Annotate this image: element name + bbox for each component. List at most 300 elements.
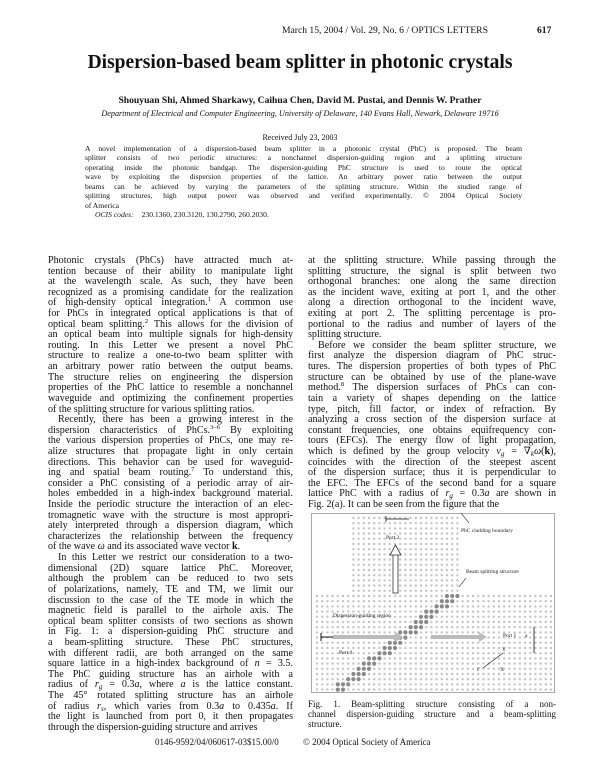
guiding-airhole xyxy=(430,642,432,644)
guiding-airhole xyxy=(550,605,552,607)
guiding-airhole xyxy=(352,600,354,602)
guiding-airhole xyxy=(508,662,510,664)
guiding-airhole xyxy=(420,688,422,690)
splitting-airhole xyxy=(398,641,402,645)
guiding-airhole xyxy=(456,569,458,571)
guiding-airhole xyxy=(357,548,359,550)
guiding-airhole xyxy=(456,678,458,680)
abstract-line: wave by exploiting the dispersion properties of the lattice. An arbitrary power ratio between the output xyxy=(85,172,522,182)
guiding-airhole xyxy=(482,610,484,612)
guiding-airhole xyxy=(383,590,385,592)
guiding-airhole xyxy=(373,688,375,690)
guiding-airhole xyxy=(550,600,552,602)
guiding-airhole xyxy=(368,642,370,644)
guiding-airhole xyxy=(321,662,323,664)
guiding-airhole xyxy=(389,621,391,623)
guiding-airhole xyxy=(389,527,391,529)
guiding-airhole xyxy=(539,616,541,618)
guiding-airhole xyxy=(482,657,484,659)
guiding-airhole xyxy=(378,678,380,680)
guiding-airhole xyxy=(477,621,479,623)
guiding-airhole xyxy=(456,688,458,690)
guiding-airhole xyxy=(373,584,375,586)
guiding-airhole xyxy=(430,517,432,519)
guiding-airhole xyxy=(467,683,469,685)
body-line: Inside the periodic structure the interaction of an elec- xyxy=(48,499,293,511)
guiding-airhole xyxy=(435,569,437,571)
guiding-airhole xyxy=(498,610,500,612)
guiding-airhole xyxy=(441,610,443,612)
abstract-line: A novel implementation of a dispersion-based beam splitter in a photonic crystal (PhC) is proposed. The beam xyxy=(85,144,522,153)
body-line: a beam-splitting structure. These PhC structures, xyxy=(48,636,293,648)
guiding-airhole xyxy=(389,574,391,576)
guiding-airhole xyxy=(446,532,448,534)
guiding-airhole xyxy=(363,532,365,534)
guiding-airhole xyxy=(337,626,339,628)
guiding-airhole xyxy=(394,688,396,690)
guiding-airhole xyxy=(373,642,375,644)
guiding-airhole xyxy=(451,662,453,664)
guiding-airhole xyxy=(389,569,391,571)
abstract-line: beams can be achieved by varying the parameters of the splitting structure. Within the studied range of xyxy=(85,181,522,191)
guiding-airhole xyxy=(404,657,406,659)
guiding-airhole xyxy=(415,605,417,607)
guiding-airhole xyxy=(477,678,479,680)
guiding-airhole xyxy=(404,688,406,690)
guiding-airhole xyxy=(363,626,365,628)
guiding-airhole xyxy=(368,553,370,555)
guiding-airhole xyxy=(389,558,391,560)
splitting-airhole xyxy=(357,672,361,676)
guiding-airhole xyxy=(524,678,526,680)
guiding-airhole xyxy=(342,631,344,633)
splitting-airhole xyxy=(429,610,433,614)
guiding-airhole xyxy=(352,662,354,664)
guiding-airhole xyxy=(446,553,448,555)
guiding-airhole xyxy=(477,683,479,685)
body-line: type, pitch, fill factor, or index of refraction. By xyxy=(308,403,556,415)
guiding-airhole xyxy=(420,657,422,659)
guiding-airhole xyxy=(461,595,463,597)
guiding-airhole xyxy=(545,662,547,664)
guiding-airhole xyxy=(415,548,417,550)
guiding-airhole xyxy=(446,584,448,586)
guiding-airhole xyxy=(451,678,453,680)
guiding-airhole xyxy=(389,548,391,550)
guiding-airhole xyxy=(513,621,515,623)
guiding-airhole xyxy=(425,678,427,680)
guiding-airhole xyxy=(352,605,354,607)
guiding-airhole xyxy=(545,605,547,607)
guiding-airhole xyxy=(461,652,463,654)
guiding-airhole xyxy=(347,621,349,623)
guiding-airhole xyxy=(326,673,328,675)
guiding-airhole xyxy=(430,543,432,545)
guiding-airhole xyxy=(461,668,463,670)
guiding-airhole xyxy=(430,600,432,602)
guiding-airhole xyxy=(357,647,359,649)
guiding-airhole xyxy=(456,522,458,524)
guiding-airhole xyxy=(524,657,526,659)
guiding-airhole xyxy=(420,548,422,550)
guiding-airhole xyxy=(519,657,521,659)
guiding-airhole xyxy=(378,527,380,529)
guiding-airhole xyxy=(550,668,552,670)
guiding-airhole xyxy=(399,616,401,618)
text-run: square lattice in a high-index background of xyxy=(48,658,255,670)
body-line: of the dispersion surface; thus it is perpendicular to xyxy=(308,467,556,479)
guiding-airhole xyxy=(409,553,411,555)
splitting-airhole xyxy=(362,667,366,671)
label-cladding: PhC cladding boundary xyxy=(461,528,513,534)
guiding-airhole xyxy=(409,569,411,571)
guiding-airhole xyxy=(487,642,489,644)
guiding-airhole xyxy=(383,564,385,566)
guiding-airhole xyxy=(399,673,401,675)
splitting-airhole xyxy=(388,646,392,650)
guiding-airhole xyxy=(352,569,354,571)
guiding-airhole xyxy=(316,647,318,649)
guiding-airhole xyxy=(524,600,526,602)
guiding-airhole xyxy=(534,673,536,675)
text-run: radius of xyxy=(48,679,95,691)
text-run: is the lattice constant. xyxy=(185,679,294,691)
guiding-airhole xyxy=(326,647,328,649)
guiding-airhole xyxy=(487,673,489,675)
guiding-airhole xyxy=(430,532,432,534)
guiding-airhole xyxy=(337,631,339,633)
guiding-airhole xyxy=(404,595,406,597)
guiding-airhole xyxy=(420,522,422,524)
guiding-airhole xyxy=(456,652,458,654)
guiding-airhole xyxy=(404,553,406,555)
guiding-airhole xyxy=(404,538,406,540)
guiding-airhole xyxy=(539,668,541,670)
splitting-airhole xyxy=(450,599,454,603)
guiding-airhole xyxy=(508,652,510,654)
guiding-airhole xyxy=(357,605,359,607)
guiding-airhole xyxy=(394,610,396,612)
abstract xyxy=(85,144,522,220)
guiding-airhole xyxy=(487,683,489,685)
guiding-airhole xyxy=(409,532,411,534)
guiding-airhole xyxy=(477,652,479,654)
guiding-airhole xyxy=(409,647,411,649)
guiding-airhole xyxy=(493,647,495,649)
guiding-airhole xyxy=(451,522,453,524)
guiding-airhole xyxy=(331,668,333,670)
guiding-airhole xyxy=(435,631,437,633)
guiding-airhole xyxy=(373,605,375,607)
guiding-airhole xyxy=(513,616,515,618)
guiding-airhole xyxy=(347,662,349,664)
guiding-airhole xyxy=(446,683,448,685)
guiding-airhole xyxy=(456,616,458,618)
guiding-airhole xyxy=(357,532,359,534)
body-line: characterizes the relationship between the frequency xyxy=(48,530,293,542)
splitting-airhole xyxy=(409,630,413,634)
guiding-airhole xyxy=(477,605,479,607)
guiding-airhole xyxy=(326,683,328,685)
guiding-airhole xyxy=(378,688,380,690)
guiding-airhole xyxy=(420,558,422,560)
text-run: of radius xyxy=(48,700,98,712)
guiding-airhole xyxy=(446,673,448,675)
body-line: structure can be obtained by use of the plane-wave xyxy=(308,371,556,383)
body-line: tention because of their ability to manipulate light xyxy=(48,265,293,277)
guiding-airhole xyxy=(461,621,463,623)
guiding-airhole xyxy=(321,610,323,612)
guiding-airhole xyxy=(487,621,489,623)
guiding-airhole xyxy=(482,595,484,597)
guiding-airhole xyxy=(446,610,448,612)
guiding-airhole xyxy=(534,647,536,649)
reference-superscript: 1 xyxy=(207,296,211,304)
guiding-airhole xyxy=(451,548,453,550)
guiding-airhole xyxy=(425,553,427,555)
guiding-airhole xyxy=(409,522,411,524)
guiding-airhole xyxy=(451,579,453,581)
guiding-airhole xyxy=(404,647,406,649)
guiding-airhole xyxy=(441,652,443,654)
guiding-airhole xyxy=(415,683,417,685)
figure-caption xyxy=(308,700,556,729)
body-line: Fig. 2(a). It can be seen from the figure that the xyxy=(308,499,500,511)
guiding-airhole xyxy=(326,631,328,633)
guiding-airhole xyxy=(529,595,531,597)
guiding-airhole xyxy=(487,647,489,649)
guiding-airhole xyxy=(420,538,422,540)
guiding-airhole xyxy=(337,678,339,680)
splitting-airhole xyxy=(419,625,423,629)
guiding-airhole xyxy=(425,600,427,602)
guiding-airhole xyxy=(472,600,474,602)
guiding-airhole xyxy=(430,553,432,555)
guiding-airhole xyxy=(409,673,411,675)
guiding-airhole xyxy=(524,647,526,649)
guiding-airhole xyxy=(373,673,375,675)
guiding-airhole xyxy=(383,600,385,602)
guiding-airhole xyxy=(425,584,427,586)
guiding-airhole xyxy=(467,595,469,597)
guiding-airhole xyxy=(373,600,375,602)
guiding-airhole xyxy=(435,678,437,680)
guiding-airhole xyxy=(389,600,391,602)
guiding-airhole xyxy=(363,595,365,597)
guiding-airhole xyxy=(451,564,453,566)
splitting-airhole xyxy=(409,625,413,629)
guiding-airhole xyxy=(487,657,489,659)
guiding-airhole xyxy=(378,579,380,581)
reference-superscript: 2 xyxy=(144,317,149,325)
guiding-airhole xyxy=(352,527,354,529)
guiding-airhole xyxy=(415,558,417,560)
guiding-airhole xyxy=(399,626,401,628)
guiding-airhole xyxy=(352,584,354,586)
text-run: to 0.435 xyxy=(224,700,271,712)
splitting-airhole xyxy=(398,630,402,634)
guiding-airhole xyxy=(363,527,365,529)
splitting-airhole xyxy=(346,682,350,686)
input-arrow-shaft xyxy=(333,635,395,639)
ocis-codes xyxy=(85,210,522,219)
guiding-airhole xyxy=(519,636,521,638)
guiding-airhole xyxy=(389,626,391,628)
guiding-airhole xyxy=(373,621,375,623)
guiding-airhole xyxy=(456,590,458,592)
guiding-airhole xyxy=(316,668,318,670)
guiding-airhole xyxy=(368,590,370,592)
guiding-airhole xyxy=(378,647,380,649)
guiding-airhole xyxy=(477,626,479,628)
guiding-airhole xyxy=(373,527,375,529)
guiding-airhole xyxy=(513,626,515,628)
guiding-airhole xyxy=(482,616,484,618)
guiding-airhole xyxy=(409,642,411,644)
guiding-airhole xyxy=(409,662,411,664)
guiding-airhole xyxy=(493,678,495,680)
guiding-airhole xyxy=(430,678,432,680)
body-line: the EFC. The EFCs of the second band for a square xyxy=(308,477,556,489)
guiding-airhole xyxy=(539,631,541,633)
guiding-airhole xyxy=(316,642,318,644)
math-symbol: r xyxy=(445,488,450,500)
guiding-airhole xyxy=(545,668,547,670)
guiding-airhole xyxy=(321,678,323,680)
guiding-airhole xyxy=(383,673,385,675)
guiding-airhole xyxy=(420,678,422,680)
guiding-airhole xyxy=(508,600,510,602)
guiding-airhole xyxy=(493,642,495,644)
guiding-airhole xyxy=(430,683,432,685)
guiding-airhole xyxy=(456,647,458,649)
guiding-airhole xyxy=(461,631,463,633)
guiding-airhole xyxy=(415,543,417,545)
guiding-airhole xyxy=(513,610,515,612)
guiding-airhole xyxy=(368,683,370,685)
guiding-airhole xyxy=(399,668,401,670)
text-run: method. xyxy=(308,382,341,394)
guiding-airhole xyxy=(529,610,531,612)
guiding-airhole xyxy=(545,626,547,628)
guiding-airhole xyxy=(524,605,526,607)
guiding-airhole xyxy=(420,543,422,545)
guiding-airhole xyxy=(472,662,474,664)
guiding-airhole xyxy=(420,683,422,685)
guiding-airhole xyxy=(383,522,385,524)
guiding-airhole xyxy=(357,527,359,529)
body-line: directions. This behavior can be used for waveguid- xyxy=(48,456,293,468)
label-splitter: Beam splitting structure xyxy=(466,569,519,575)
guiding-airhole xyxy=(550,647,552,649)
guiding-airhole xyxy=(415,636,417,638)
body-line: ately interpreted through a dispersion diagram, which xyxy=(48,520,293,532)
guiding-airhole xyxy=(477,600,479,602)
guiding-airhole xyxy=(347,600,349,602)
guiding-airhole xyxy=(425,522,427,524)
guiding-airhole xyxy=(539,662,541,664)
guiding-airhole xyxy=(363,574,365,576)
splitting-airhole xyxy=(362,672,366,676)
guiding-airhole xyxy=(368,584,370,586)
guiding-airhole xyxy=(378,517,380,519)
guiding-airhole xyxy=(425,538,427,540)
text-run: This allows for the division of xyxy=(148,318,293,330)
guiding-airhole xyxy=(368,631,370,633)
guiding-airhole xyxy=(420,564,422,566)
guiding-airhole xyxy=(425,574,427,576)
guiding-airhole xyxy=(399,678,401,680)
guiding-airhole xyxy=(352,642,354,644)
guiding-airhole xyxy=(368,678,370,680)
guiding-airhole xyxy=(534,668,536,670)
guiding-airhole xyxy=(503,626,505,628)
guiding-airhole xyxy=(487,688,489,690)
splitting-airhole xyxy=(336,682,340,686)
guiding-airhole xyxy=(441,621,443,623)
guiding-airhole xyxy=(425,662,427,664)
port2-arrow-shaft xyxy=(393,553,398,593)
guiding-airhole xyxy=(399,548,401,550)
guiding-airhole xyxy=(316,616,318,618)
label-port2: Port 2 xyxy=(386,535,400,541)
splitting-airhole xyxy=(388,651,392,655)
guiding-airhole xyxy=(352,574,354,576)
guiding-airhole xyxy=(409,543,411,545)
guiding-airhole xyxy=(425,631,427,633)
guiding-airhole xyxy=(498,621,500,623)
guiding-airhole xyxy=(383,668,385,670)
guiding-airhole xyxy=(409,636,411,638)
guiding-airhole xyxy=(545,683,547,685)
body-line: alize structures that propagate light in only certain xyxy=(48,445,293,457)
guiding-airhole xyxy=(409,621,411,623)
splitting-airhole xyxy=(455,594,459,598)
guiding-airhole xyxy=(435,548,437,550)
guiding-airhole xyxy=(456,517,458,519)
body-line: of the splitting structure for various splitting ratios. xyxy=(48,403,255,415)
guiding-airhole xyxy=(347,688,349,690)
guiding-airhole xyxy=(451,584,453,586)
text-run: = 0.3 xyxy=(102,679,135,691)
splitting-airhole xyxy=(414,630,418,634)
guiding-airhole xyxy=(461,673,463,675)
guiding-airhole xyxy=(394,678,396,680)
splitting-airhole xyxy=(351,677,355,681)
guiding-airhole xyxy=(373,574,375,576)
guiding-airhole xyxy=(513,657,515,659)
guiding-airhole xyxy=(493,626,495,628)
guiding-airhole xyxy=(363,579,365,581)
guiding-airhole xyxy=(383,678,385,680)
guiding-airhole xyxy=(399,564,401,566)
guiding-airhole xyxy=(451,590,453,592)
guiding-airhole xyxy=(550,610,552,612)
guiding-airhole xyxy=(545,610,547,612)
guiding-airhole xyxy=(326,600,328,602)
text-run: , which varies from 0.3 xyxy=(103,700,220,712)
guiding-airhole xyxy=(404,569,406,571)
guiding-airhole xyxy=(446,590,448,592)
guiding-airhole xyxy=(378,590,380,592)
guiding-airhole xyxy=(446,574,448,576)
guiding-airhole xyxy=(545,673,547,675)
guiding-airhole xyxy=(493,668,495,670)
body-line: constant frequencies, one obtains equifrequency con- xyxy=(308,424,556,436)
guiding-airhole xyxy=(446,642,448,644)
guiding-airhole xyxy=(331,621,333,623)
guiding-airhole xyxy=(430,631,432,633)
